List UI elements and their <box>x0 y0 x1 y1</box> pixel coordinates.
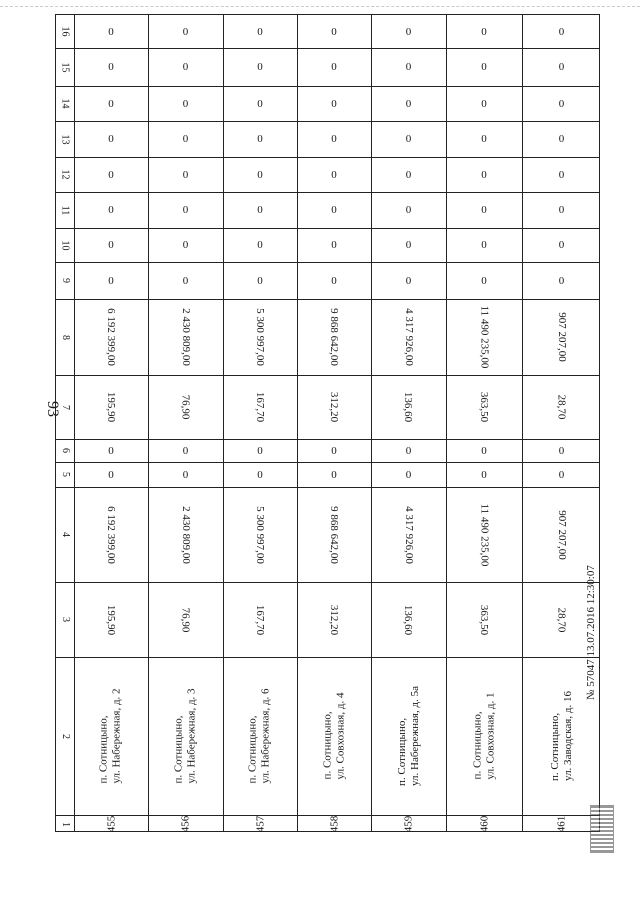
cell-value-c3: 312,20 <box>328 604 340 635</box>
table-cell <box>522 262 601 299</box>
table-cell <box>446 86 522 121</box>
row-number: 461 <box>555 815 568 833</box>
table-cell <box>223 462 297 487</box>
table-cell <box>297 462 371 487</box>
address-line-1: п. Сотницыно, <box>395 717 408 786</box>
table-cell <box>446 192 522 228</box>
column-header-11: 11 <box>59 205 71 215</box>
cell-value-c13: 0 <box>182 133 189 145</box>
table-cell <box>522 48 601 86</box>
table-cell <box>522 375 601 439</box>
table-cell <box>297 15 371 48</box>
column-header-14: 14 <box>59 98 71 109</box>
cell-value-c5: 0 <box>481 468 487 481</box>
address-line-1: п. Сотницыно, <box>98 715 111 784</box>
cell-value-c13: 0 <box>405 133 412 145</box>
row-number: 460 <box>478 815 490 833</box>
cell-value-c6: 0 <box>182 444 189 457</box>
table-cell <box>223 121 297 157</box>
row-number: 456 <box>179 815 192 833</box>
column-header-12: 12 <box>59 169 71 180</box>
table-cell <box>148 299 223 375</box>
scan-edge-line <box>0 6 640 8</box>
cell-value-c7: 363,50 <box>478 391 490 423</box>
cell-value-c3: 195,90 <box>105 604 117 635</box>
table-cell <box>74 487 148 582</box>
cell-value-c10: 0 <box>331 239 337 251</box>
table-cell <box>223 439 297 462</box>
address-line-2: ул. Набережная, д. 6 <box>260 688 273 784</box>
cell-value-c8: 907 207,00 <box>555 312 568 362</box>
address-line-2: ул. Совхозная, д. 4 <box>334 692 347 780</box>
table-cell <box>297 228 371 262</box>
cell-value-c15: 0 <box>182 61 189 73</box>
table-cell <box>148 582 223 657</box>
cell-value-c8: 11 490 235,00 <box>478 305 490 369</box>
column-header-6: 6 <box>59 448 71 453</box>
cell-value-c5: 0 <box>331 468 337 481</box>
cell-value-c16: 0 <box>331 25 337 38</box>
table-cell <box>148 15 223 48</box>
table-cell <box>148 815 223 833</box>
table-cell <box>297 86 371 121</box>
cell-value-c9: 0 <box>108 274 114 287</box>
table-cell <box>446 262 522 299</box>
row-number: 459 <box>402 815 415 833</box>
table-cell <box>522 15 601 48</box>
cell-value-c4: 11 490 235,00 <box>478 503 490 566</box>
cell-value-c6: 0 <box>405 444 412 457</box>
cell-value-c5: 0 <box>182 468 189 481</box>
cell-value-c4: 5 300 997,00 <box>254 505 266 564</box>
cell-value-c7: 195,90 <box>105 391 117 423</box>
table-cell <box>148 487 223 582</box>
cell-value-c13: 0 <box>558 133 565 145</box>
cell-value-c3: 363,50 <box>478 604 490 635</box>
cell-value-c6: 0 <box>481 444 487 457</box>
table-cell <box>297 657 371 815</box>
table-cell <box>223 657 297 815</box>
table-cell <box>446 439 522 462</box>
cell-value-c8: 4 317 926,00 <box>402 308 415 366</box>
table-cell <box>446 157 522 192</box>
column-header-9: 9 <box>59 278 71 283</box>
cell-value-c9: 0 <box>182 274 189 287</box>
cell-value-c5: 0 <box>558 468 565 481</box>
table-cell <box>522 86 601 121</box>
table-cell <box>446 582 522 657</box>
column-header-5: 5 <box>59 472 71 477</box>
table-cell <box>522 228 601 262</box>
table-cell <box>223 192 297 228</box>
table-cell <box>297 299 371 375</box>
cell-value-c5: 0 <box>405 468 412 481</box>
table-cell <box>297 48 371 86</box>
cell-value-c16: 0 <box>257 25 263 38</box>
table-cell <box>74 815 148 833</box>
cell-value-c11: 0 <box>405 204 412 216</box>
cell-value-c12: 0 <box>257 168 263 181</box>
cell-value-c11: 0 <box>558 204 565 216</box>
column-header-1: 1 <box>59 821 71 827</box>
cell-value-c6: 0 <box>257 444 263 457</box>
table-cell <box>74 657 148 815</box>
cell-value-c12: 0 <box>405 168 412 181</box>
cell-value-c15: 0 <box>481 61 487 73</box>
cell-value-c3: 167,70 <box>254 604 266 635</box>
cell-value-c6: 0 <box>331 444 337 457</box>
cell-value-c3: 28,70 <box>555 607 568 632</box>
table-cell <box>446 299 522 375</box>
cell-value-c9: 0 <box>257 274 263 287</box>
document-footer: № 57047 13.07.2016 12:30:07 <box>585 565 597 700</box>
cell-value-c16: 0 <box>481 25 487 38</box>
cell-value-c14: 0 <box>331 97 337 110</box>
column-header-13: 13 <box>59 134 71 144</box>
table-cell <box>223 228 297 262</box>
table-cell <box>223 375 297 439</box>
table-cell <box>148 157 223 192</box>
table-cell <box>522 157 601 192</box>
cell-value-c7: 136,60 <box>402 391 415 423</box>
address-line-2: ул. Совхозная, д. 1 <box>484 692 497 780</box>
cell-value-c11: 0 <box>481 204 487 216</box>
table-cell <box>297 121 371 157</box>
cell-value-c16: 0 <box>405 25 412 38</box>
cell-value-c10: 0 <box>558 239 565 251</box>
cell-value-c9: 0 <box>481 274 487 287</box>
table-cell <box>223 815 297 833</box>
table-cell <box>446 462 522 487</box>
table-cell <box>297 375 371 439</box>
cell-value-c14: 0 <box>108 97 114 110</box>
table-cell <box>371 15 446 48</box>
column-header-2: 2 <box>59 733 71 739</box>
table-cell <box>371 815 446 833</box>
cell-value-c6: 0 <box>108 444 114 457</box>
table-cell <box>74 192 148 228</box>
table-cell <box>148 439 223 462</box>
table-cell <box>74 462 148 487</box>
cell-value-c12: 0 <box>331 168 337 181</box>
cell-value-c15: 0 <box>257 61 263 73</box>
column-header-8: 8 <box>59 334 71 340</box>
column-header-3: 3 <box>59 617 71 622</box>
cell-value-c7: 28,70 <box>555 394 568 420</box>
table-cell <box>74 375 148 439</box>
table-cell <box>148 48 223 86</box>
table-cell <box>371 228 446 262</box>
table-cell <box>223 157 297 192</box>
cell-value-c10: 0 <box>481 239 487 251</box>
table-cell <box>446 121 522 157</box>
table-cell <box>148 375 223 439</box>
cell-value-c14: 0 <box>182 97 189 110</box>
cell-value-c10: 0 <box>405 239 412 251</box>
table-cell <box>297 582 371 657</box>
cell-value-c16: 0 <box>558 25 565 38</box>
cell-value-c14: 0 <box>257 97 263 110</box>
cell-value-c11: 0 <box>182 204 189 216</box>
cell-value-c13: 0 <box>481 133 487 145</box>
cell-value-c4: 6 192 399,00 <box>105 505 117 564</box>
table-cell <box>74 15 148 48</box>
cell-value-c11: 0 <box>331 204 337 216</box>
cell-value-c7: 312,20 <box>328 391 340 423</box>
table-cell <box>148 262 223 299</box>
cell-value-c13: 0 <box>108 133 114 145</box>
cell-value-c14: 0 <box>481 97 487 110</box>
data-table <box>55 14 600 832</box>
table-cell <box>371 48 446 86</box>
cell-value-c8: 9 868 642,00 <box>328 308 340 366</box>
row-number: 455 <box>105 815 117 833</box>
table-cell <box>371 86 446 121</box>
cell-value-c4: 2 430 809,00 <box>179 505 192 564</box>
cell-value-c5: 0 <box>108 468 114 481</box>
address-line-2: ул. Заводская, д. 16 <box>561 691 574 781</box>
table-cell <box>223 487 297 582</box>
table-cell <box>446 375 522 439</box>
cell-value-c3: 76,90 <box>179 607 192 632</box>
cell-value-c11: 0 <box>257 204 263 216</box>
table-cell <box>297 487 371 582</box>
table-cell <box>446 815 522 833</box>
address-line-1: п. Сотницыно, <box>172 715 185 784</box>
cell-value-c15: 0 <box>558 61 565 73</box>
cell-value-c15: 0 <box>405 61 412 73</box>
table-cell <box>522 439 601 462</box>
cell-value-c9: 0 <box>331 274 337 287</box>
row-number: 458 <box>328 815 340 833</box>
table-cell <box>297 157 371 192</box>
table-cell <box>74 582 148 657</box>
cell-value-c8: 6 192 399,00 <box>105 308 117 366</box>
table-cell <box>148 657 223 815</box>
table-cell <box>74 262 148 299</box>
table-cell <box>371 462 446 487</box>
table-cell <box>74 48 148 86</box>
cell-value-c14: 0 <box>558 97 565 110</box>
table-cell <box>223 582 297 657</box>
table-cell <box>371 582 446 657</box>
cell-value-c7: 76,90 <box>179 394 192 420</box>
address-line-1: п. Сотницыно, <box>471 711 484 780</box>
table-cell <box>223 48 297 86</box>
column-header-10: 10 <box>59 240 71 250</box>
table-cell <box>446 48 522 86</box>
table-cell <box>371 487 446 582</box>
table-cell <box>371 375 446 439</box>
table-cell <box>74 121 148 157</box>
table-cell <box>371 192 446 228</box>
table-cell <box>74 86 148 121</box>
table-cell <box>223 299 297 375</box>
cell-value-c12: 0 <box>182 168 189 181</box>
cell-value-c6: 0 <box>558 444 565 457</box>
table-cell <box>371 299 446 375</box>
table-cell <box>74 228 148 262</box>
table-cell <box>297 815 371 833</box>
table-cell <box>371 157 446 192</box>
cell-value-c15: 0 <box>331 61 337 73</box>
address-line-2: ул. Набережная, д. 5а <box>408 686 421 786</box>
table-cell <box>297 439 371 462</box>
table-cell <box>371 121 446 157</box>
cell-value-c12: 0 <box>108 168 114 181</box>
cell-value-c3: 136,60 <box>402 604 415 635</box>
table-cell <box>446 15 522 48</box>
cell-value-c12: 0 <box>558 168 565 181</box>
cell-value-c9: 0 <box>405 274 412 287</box>
table-cell <box>371 657 446 815</box>
table-cell <box>371 262 446 299</box>
cell-value-c7: 167,70 <box>254 391 266 423</box>
address-line-1: п. Сотницыно, <box>321 711 334 780</box>
cell-value-c9: 0 <box>558 274 565 287</box>
table-cell <box>522 462 601 487</box>
column-header-15: 15 <box>59 62 71 72</box>
address-line-1: п. Сотницыно, <box>548 712 561 781</box>
cell-value-c16: 0 <box>182 25 189 38</box>
table-cell <box>74 157 148 192</box>
address-line-1: п. Сотницыно, <box>247 715 260 784</box>
cell-value-c15: 0 <box>108 61 114 73</box>
column-header-4: 4 <box>59 532 71 537</box>
table-cell <box>223 86 297 121</box>
table-cell <box>148 192 223 228</box>
table-cell <box>223 15 297 48</box>
table-cell <box>522 192 601 228</box>
cell-value-c11: 0 <box>108 204 114 216</box>
cell-value-c10: 0 <box>108 239 114 251</box>
row-number: 457 <box>254 815 266 833</box>
table-cell <box>148 462 223 487</box>
cell-value-c13: 0 <box>257 133 263 145</box>
cell-value-c10: 0 <box>182 239 189 251</box>
cell-value-c13: 0 <box>331 133 337 145</box>
cell-value-c8: 2 430 809,00 <box>179 308 192 366</box>
table-cell <box>297 192 371 228</box>
table-cell <box>74 439 148 462</box>
address-line-2: ул. Набережная, д. 2 <box>111 688 124 784</box>
cell-value-c8: 5 300 997,00 <box>254 308 266 366</box>
cell-value-c16: 0 <box>108 25 114 38</box>
page-number: 93 <box>44 401 61 417</box>
cell-value-c10: 0 <box>257 239 263 251</box>
table-cell <box>148 86 223 121</box>
table-cell <box>522 121 601 157</box>
cell-value-c4: 4 317 926,00 <box>402 505 415 564</box>
table-cell <box>522 299 601 375</box>
table-cell <box>446 228 522 262</box>
table-cell <box>446 657 522 815</box>
table-cell <box>74 299 148 375</box>
table-cell <box>148 228 223 262</box>
table-cell <box>371 439 446 462</box>
table-cell <box>223 262 297 299</box>
cell-value-c12: 0 <box>481 168 487 181</box>
cell-value-c5: 0 <box>257 468 263 481</box>
cell-value-c4: 9 868 642,00 <box>328 505 340 564</box>
address-line-2: ул. Набережная, д. 3 <box>185 688 198 784</box>
column-header-7: 7 <box>59 404 71 410</box>
cell-value-c4: 907 207,00 <box>555 509 568 560</box>
table-cell <box>446 487 522 582</box>
cell-value-c14: 0 <box>405 97 412 110</box>
table-cell <box>297 262 371 299</box>
barcode-stamp <box>590 805 614 853</box>
table-cell <box>148 121 223 157</box>
column-header-16: 16 <box>59 26 71 37</box>
